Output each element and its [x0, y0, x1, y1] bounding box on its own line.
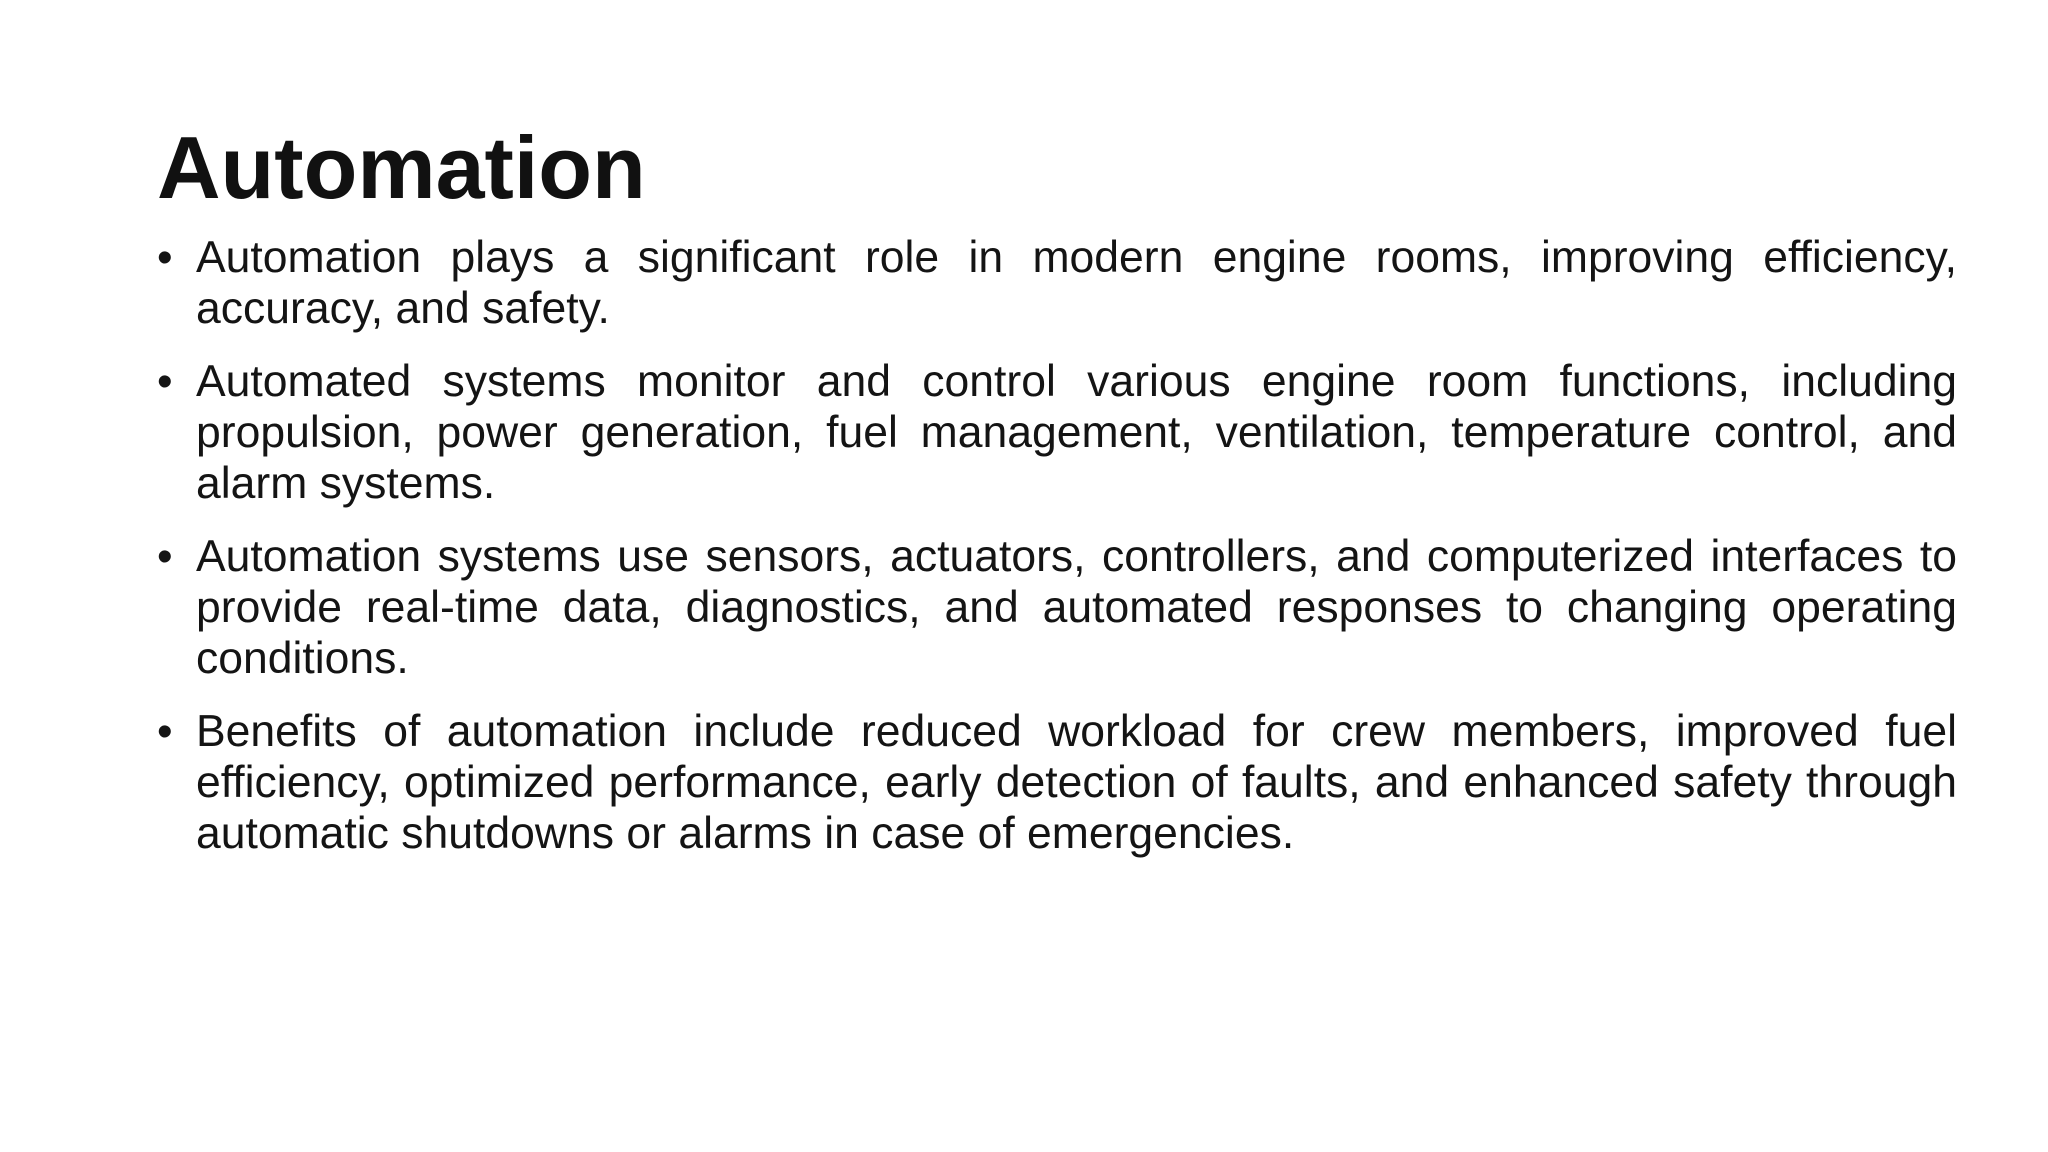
bullet-marker: • [157, 357, 173, 406]
bullet-item [157, 531, 1957, 684]
bullet-text: Benefits of automation include reduced workload for crew members, improved fuel efficiency, optimized performance, early detection of faults, and enhanced safety through automatic shutdowns or alarms in case of emergencies. [196, 707, 1957, 858]
bullet-marker: • [157, 532, 173, 581]
bullet-item [157, 706, 1957, 859]
bullet-text: Automation plays a significant role in modern engine rooms, improving efficiency, accuracy, and safety. [196, 233, 1957, 333]
bullet-item [157, 232, 1957, 334]
bullet-item [157, 356, 1957, 509]
bullet-text: Automation systems use sensors, actuators, controllers, and computerized interfaces to provide real-time data, diagnostics, and automated responses to changing operating conditions. [196, 532, 1957, 683]
bullet-text: Automated systems monitor and control various engine room functions, including propulsion, power generation, fuel management, ventilation, temperature control, and alarm systems. [196, 357, 1957, 508]
bullet-list [157, 232, 1957, 881]
slide-title: Automation [157, 118, 646, 217]
bullet-marker: • [157, 233, 173, 282]
bullet-marker: • [157, 707, 173, 756]
